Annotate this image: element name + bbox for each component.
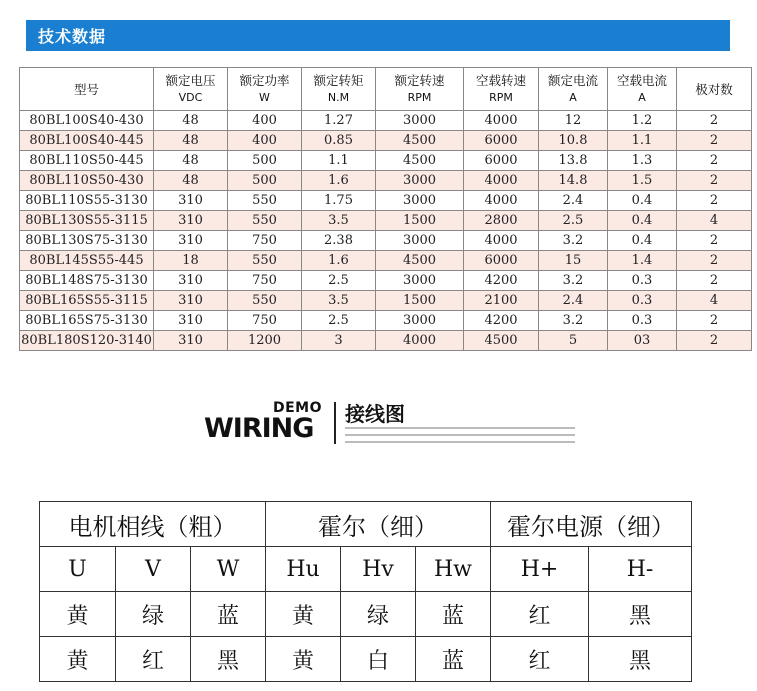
cell: 3000 [376,171,464,191]
wire-color: 蓝 [416,637,491,682]
cell: 80BL110S50-445 [20,151,154,171]
logo-demo-text: DEMO [272,400,322,416]
cell: 80BL130S55-3115 [20,211,154,231]
cell: 12 [539,111,608,131]
signal-hw: Hw [416,547,491,592]
cell: 48 [154,171,228,191]
cell: 6000 [464,151,539,171]
cell: 2.4 [539,191,608,211]
cell: 80BL148S75-3130 [20,271,154,291]
cell: 1.75 [302,191,376,211]
spec-table [19,67,752,351]
cell: 550 [228,251,302,271]
cell: 6000 [464,131,539,151]
header-pole-pairs: 极对数 [677,68,752,111]
wire-color: 黑 [589,637,692,682]
cell: 80BL100S40-445 [20,131,154,151]
cell: 1.1 [608,131,677,151]
signal-h-plus: H+ [491,547,589,592]
cell: 0.4 [608,231,677,251]
cell: 310 [154,191,228,211]
cell: 2 [677,171,752,191]
section-title: 技术数据 [38,27,107,46]
cell: 550 [228,291,302,311]
cell: 1.1 [302,151,376,171]
cell: 2 [677,131,752,151]
cell: 0.3 [608,271,677,291]
cell: 310 [154,211,228,231]
cell: 18 [154,251,228,271]
cell: 500 [228,171,302,191]
cell: 80BL100S40-430 [20,111,154,131]
cell: 4 [677,291,752,311]
cell: 750 [228,271,302,291]
cell: 2 [677,311,752,331]
cell: 1.4 [608,251,677,271]
cell: 0.3 [608,291,677,311]
cell: 4000 [464,231,539,251]
cell: 550 [228,211,302,231]
cell: 4200 [464,271,539,291]
table-row [20,231,752,251]
wire-color: 绿 [341,592,416,637]
wiring-logo [204,400,330,448]
cell: 3000 [376,311,464,331]
table-row [20,331,752,351]
cell: 80BL180S120-3140 [20,331,154,351]
cell: 6000 [464,251,539,271]
cell: 0.4 [608,211,677,231]
cell: 550 [228,191,302,211]
cell: 80BL165S75-3130 [20,311,154,331]
cell: 1.6 [302,171,376,191]
fine-line [345,434,575,436]
cell: 1200 [228,331,302,351]
signal-w: W [191,547,266,592]
cell: 310 [154,331,228,351]
cell: 3000 [376,271,464,291]
signal-v: V [116,547,191,592]
cell: 4500 [376,151,464,171]
wire-color-row [40,592,692,637]
cell: 2 [677,251,752,271]
cell: 4200 [464,311,539,331]
decorative-fine-text [345,427,575,448]
cell: 3000 [376,111,464,131]
cell: 4000 [464,111,539,131]
cell: 80BL110S55-3130 [20,191,154,211]
table-row [20,131,752,151]
section-header-bar [26,20,730,51]
wire-color: 蓝 [416,592,491,637]
cell: 14.8 [539,171,608,191]
group-motor-phase: 电机相线（粗） [40,502,266,547]
table-row [20,311,752,331]
table-row [20,251,752,271]
cell: 2.5 [302,271,376,291]
signal-h-minus: H- [589,547,692,592]
cell: 3000 [376,191,464,211]
wire-color: 红 [491,592,589,637]
wire-group-row [40,502,692,547]
cell: 2 [677,151,752,171]
fine-line [345,441,575,443]
header-rated-speed: 额定转速 RPM [376,68,464,111]
cell: 2100 [464,291,539,311]
cell: 2.5 [302,311,376,331]
cell: 500 [228,151,302,171]
cell: 2.38 [302,231,376,251]
cell: 3.5 [302,291,376,311]
cell: 10.8 [539,131,608,151]
cell: 03 [608,331,677,351]
table-row [20,111,752,131]
cell: 80BL165S55-3115 [20,291,154,311]
cell: 310 [154,271,228,291]
cell: 4000 [464,191,539,211]
cell: 1.3 [608,151,677,171]
wire-color: 黄 [266,592,341,637]
spec-header-row [20,68,752,111]
cell: 4000 [376,331,464,351]
cell: 310 [154,231,228,251]
cell: 0.85 [302,131,376,151]
wire-color: 红 [116,637,191,682]
table-row [20,211,752,231]
table-row [20,171,752,191]
wire-color: 绿 [116,592,191,637]
wire-color: 蓝 [191,592,266,637]
cell: 48 [154,151,228,171]
cell: 0.3 [608,311,677,331]
cell: 2 [677,331,752,351]
wiring-table [39,501,692,682]
fine-line [345,427,575,429]
cell: 4000 [464,171,539,191]
cell: 80BL145S55-445 [20,251,154,271]
cell: 310 [154,291,228,311]
cell: 3.5 [302,211,376,231]
cell: 4500 [376,251,464,271]
header-rated-power: 额定功率 W [228,68,302,111]
wire-color: 黄 [40,592,116,637]
cell: 2 [677,111,752,131]
header-rated-voltage: 额定电压 VDC [154,68,228,111]
cell: 2800 [464,211,539,231]
wire-color: 黄 [266,637,341,682]
cell: 400 [228,131,302,151]
cell: 0.4 [608,191,677,211]
cell: 2 [677,271,752,291]
group-hall-power: 霍尔电源（细） [491,502,692,547]
cell: 2 [677,191,752,211]
signal-u: U [40,547,116,592]
cell: 2.4 [539,291,608,311]
wire-signal-row [40,547,692,592]
cell: 1.6 [302,251,376,271]
table-row [20,191,752,211]
wire-color: 黑 [589,592,692,637]
group-hall: 霍尔（细） [266,502,491,547]
cell: 4500 [464,331,539,351]
cell: 3.2 [539,231,608,251]
table-row [20,271,752,291]
cell: 13.8 [539,151,608,171]
cell: 750 [228,231,302,251]
table-row [20,151,752,171]
cell: 3 [302,331,376,351]
cell: 80BL110S50-430 [20,171,154,191]
signal-hv: Hv [341,547,416,592]
header-model: 型号 [20,68,154,111]
cell: 5 [539,331,608,351]
signal-hu: Hu [266,547,341,592]
cell: 400 [228,111,302,131]
wire-color: 红 [491,637,589,682]
cell: 2.5 [539,211,608,231]
logo-divider [334,402,336,444]
cell: 80BL130S75-3130 [20,231,154,251]
cell: 3.2 [539,271,608,291]
header-noload-speed: 空载转速 RPM [464,68,539,111]
cell: 48 [154,111,228,131]
cell: 750 [228,311,302,331]
cell: 1500 [376,211,464,231]
cell: 4 [677,211,752,231]
cell: 1500 [376,291,464,311]
wire-color: 黄 [40,637,116,682]
cell: 1.2 [608,111,677,131]
cell: 3.2 [539,311,608,331]
cell: 310 [154,311,228,331]
header-rated-current: 额定电流 A [539,68,608,111]
logo-wiring-text: WIRING [204,413,314,444]
cell: 2 [677,231,752,251]
cell: 3000 [376,231,464,251]
cell: 4500 [376,131,464,151]
cell: 15 [539,251,608,271]
table-row [20,291,752,311]
header-noload-current: 空载电流 A [608,68,677,111]
cell: 48 [154,131,228,151]
wiring-title: 接线图 [345,402,405,426]
wire-color-row [40,637,692,682]
header-rated-torque: 额定转矩 N.M [302,68,376,111]
wire-color: 白 [341,637,416,682]
cell: 1.5 [608,171,677,191]
cell: 1.27 [302,111,376,131]
wire-color: 黑 [191,637,266,682]
